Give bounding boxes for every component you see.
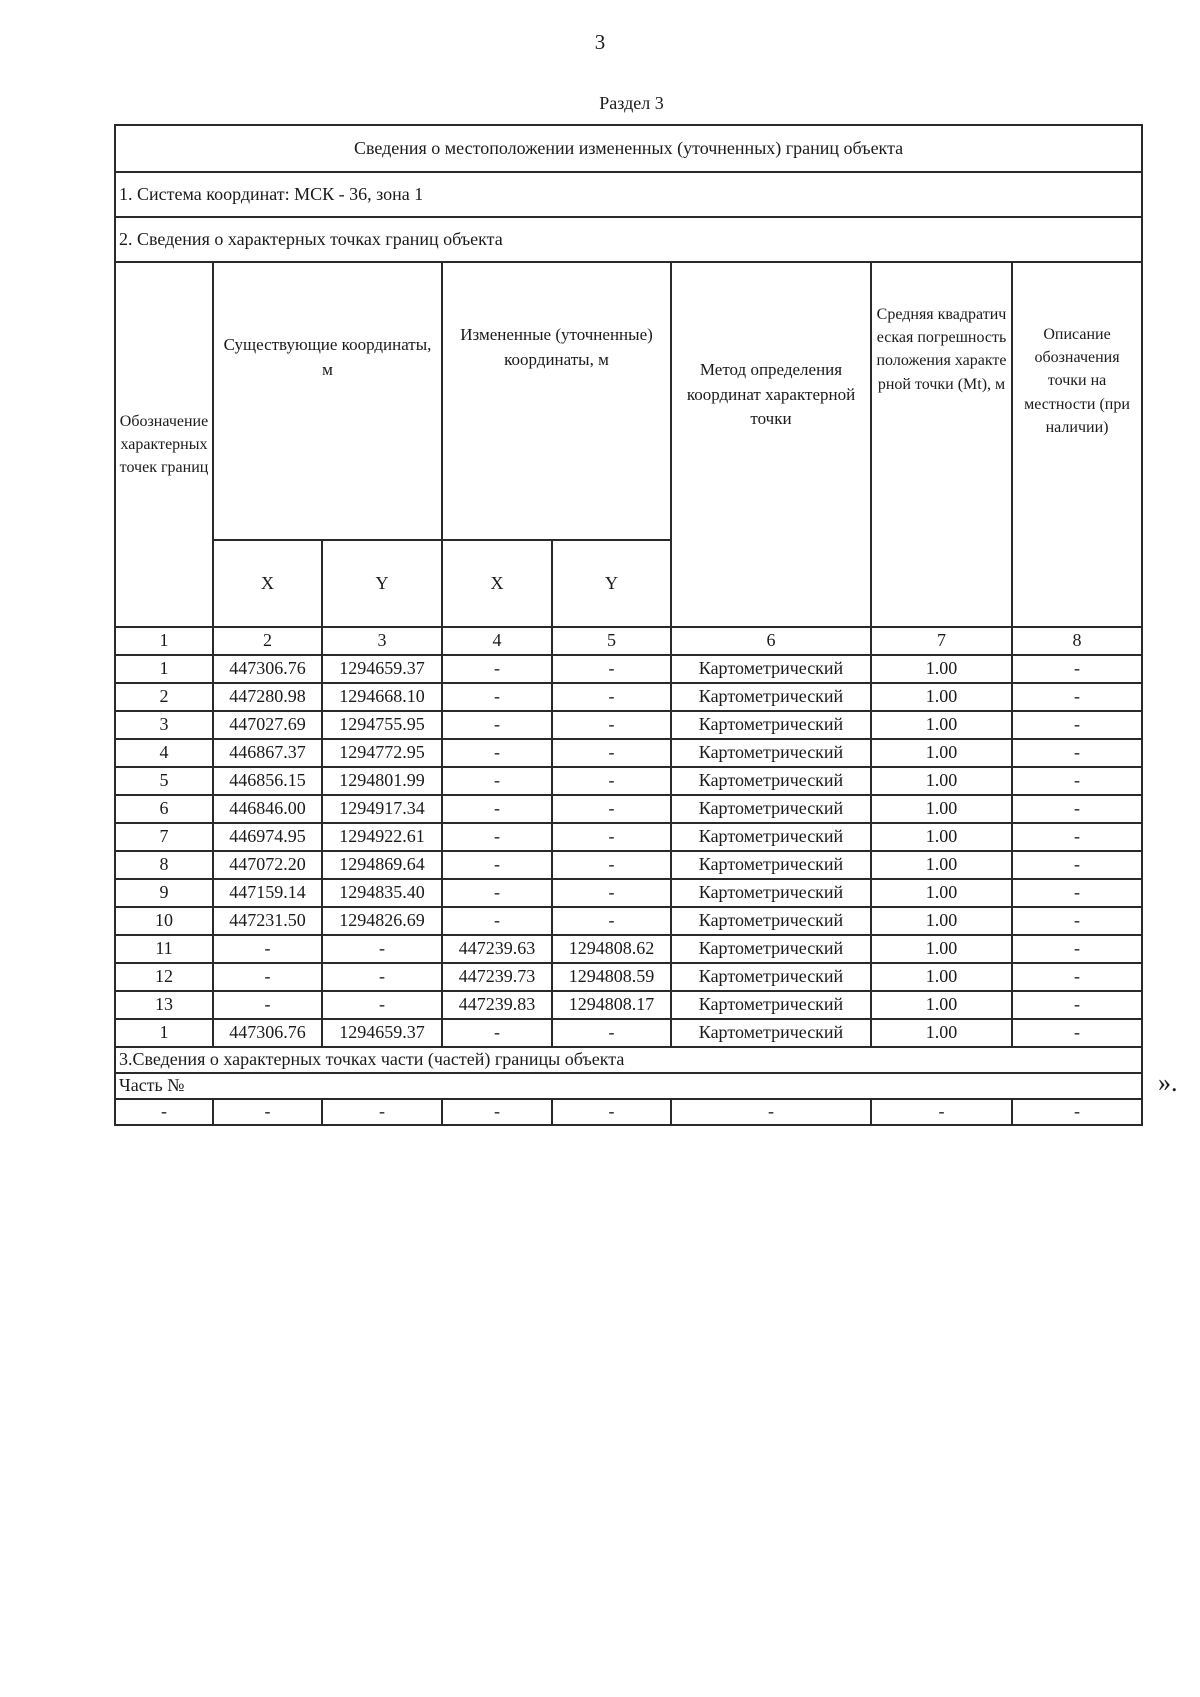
cell-method: Картометрический [671, 767, 871, 795]
cell-point-designation: 13 [115, 991, 213, 1019]
cell-point-designation: 3 [115, 711, 213, 739]
part-cell: - [213, 1099, 322, 1125]
cell-existing-x: - [213, 991, 322, 1019]
cell-mean-square-error: 1.00 [871, 991, 1012, 1019]
cell-changed-y: 1294808.62 [552, 935, 671, 963]
cell-changed-y: - [552, 851, 671, 879]
cell-existing-y: 1294917.34 [322, 795, 442, 823]
cell-changed-x: - [442, 1019, 552, 1047]
cell-changed-y: - [552, 767, 671, 795]
cell-method: Картометрический [671, 935, 871, 963]
cell-existing-x: 446974.95 [213, 823, 322, 851]
part-row [115, 1099, 1142, 1125]
header-changed-coordinates: Измененные (уточненные) координаты, м [442, 262, 671, 540]
cell-changed-x: - [442, 711, 552, 739]
column-number: 3 [322, 627, 442, 655]
cell-method: Картометрический [671, 795, 871, 823]
cell-method: Картометрический [671, 851, 871, 879]
part-cell: - [1012, 1099, 1142, 1125]
cell-existing-x: 447159.14 [213, 879, 322, 907]
cell-changed-y: - [552, 907, 671, 935]
cell-changed-x: 447239.63 [442, 935, 552, 963]
cell-point-designation: 5 [115, 767, 213, 795]
cell-point-designation: 8 [115, 851, 213, 879]
table-row [115, 907, 1142, 935]
cell-point-designation: 1 [115, 655, 213, 683]
cell-existing-y: 1294755.95 [322, 711, 442, 739]
cell-changed-x: - [442, 795, 552, 823]
table-row [115, 823, 1142, 851]
column-number: 4 [442, 627, 552, 655]
section-label: Раздел 3 [599, 93, 664, 113]
cell-existing-x: - [213, 935, 322, 963]
column-number: 5 [552, 627, 671, 655]
cell-existing-x: 447306.76 [213, 1019, 322, 1047]
cell-method: Картометрический [671, 1019, 871, 1047]
cell-method: Картометрический [671, 655, 871, 683]
column-number: 7 [871, 627, 1012, 655]
cell-method: Картометрический [671, 823, 871, 851]
cell-existing-x: 446867.37 [213, 739, 322, 767]
cell-mean-square-error: 1.00 [871, 879, 1012, 907]
cell-method: Картометрический [671, 991, 871, 1019]
table-title: Сведения о местоположении измененных (уточненных) границ объекта [115, 125, 1142, 172]
coordinate-system: 1. Система координат: МСК - 36, зона 1 [115, 172, 1142, 217]
cell-existing-y: 1294835.40 [322, 879, 442, 907]
part-cell: - [115, 1099, 213, 1125]
cell-changed-y: - [552, 823, 671, 851]
cell-point-designation: 6 [115, 795, 213, 823]
cell-point-designation: 4 [115, 739, 213, 767]
cell-mean-square-error: 1.00 [871, 935, 1012, 963]
cell-existing-y: 1294922.61 [322, 823, 442, 851]
cell-method: Картометрический [671, 907, 871, 935]
part-cell: - [552, 1099, 671, 1125]
cell-method: Картометрический [671, 683, 871, 711]
cell-changed-x: - [442, 907, 552, 935]
header-description: Описание обозначения точки на местности (при наличии) [1012, 262, 1142, 627]
table-row [115, 655, 1142, 683]
cell-description: - [1012, 823, 1142, 851]
cell-changed-y: 1294808.59 [552, 963, 671, 991]
header-mean-square-error: Средняя квадратическая погрешность положения характерной точки (Mt), м [871, 262, 1012, 627]
cell-mean-square-error: 1.00 [871, 963, 1012, 991]
cell-point-designation: 7 [115, 823, 213, 851]
cell-description: - [1012, 711, 1142, 739]
column-number: 6 [671, 627, 871, 655]
cell-description: - [1012, 795, 1142, 823]
cell-method: Картометрический [671, 711, 871, 739]
table-row [115, 991, 1142, 1019]
header-existing-coordinates: Существующие координаты, м [213, 262, 442, 540]
cell-existing-y: 1294668.10 [322, 683, 442, 711]
cell-changed-y: - [552, 879, 671, 907]
cell-changed-y: - [552, 739, 671, 767]
cell-point-designation: 11 [115, 935, 213, 963]
part-number-label: Часть № [115, 1073, 1142, 1099]
cell-changed-x: 447239.73 [442, 963, 552, 991]
cell-mean-square-error: 1.00 [871, 907, 1012, 935]
cell-changed-y: - [552, 683, 671, 711]
cell-mean-square-error: 1.00 [871, 655, 1012, 683]
header-changed-x: X [442, 540, 552, 627]
table-row [115, 935, 1142, 963]
cell-existing-y: 1294772.95 [322, 739, 442, 767]
column-number: 2 [213, 627, 322, 655]
cell-existing-y: - [322, 991, 442, 1019]
cell-existing-y: 1294659.37 [322, 655, 442, 683]
column-number: 1 [115, 627, 213, 655]
header-changed-y: Y [552, 540, 671, 627]
cell-changed-x: - [442, 823, 552, 851]
header-existing-x: X [213, 540, 322, 627]
cell-description: - [1012, 879, 1142, 907]
part-cell: - [671, 1099, 871, 1125]
cell-changed-y: - [552, 711, 671, 739]
cell-description: - [1012, 991, 1142, 1019]
cell-existing-y: 1294869.64 [322, 851, 442, 879]
cell-changed-x: - [442, 655, 552, 683]
cell-point-designation: 12 [115, 963, 213, 991]
cell-description: - [1012, 935, 1142, 963]
cell-description: - [1012, 1019, 1142, 1047]
cell-mean-square-error: 1.00 [871, 795, 1012, 823]
table-row [115, 963, 1142, 991]
cell-description: - [1012, 851, 1142, 879]
header-existing-y: Y [322, 540, 442, 627]
cell-existing-y: - [322, 963, 442, 991]
cell-point-designation: 10 [115, 907, 213, 935]
cell-mean-square-error: 1.00 [871, 711, 1012, 739]
table-row [115, 795, 1142, 823]
cell-changed-y: - [552, 1019, 671, 1047]
cell-point-designation: 1 [115, 1019, 213, 1047]
column-number: 8 [1012, 627, 1142, 655]
cell-point-designation: 2 [115, 683, 213, 711]
table-row [115, 879, 1142, 907]
cell-existing-x: 447072.20 [213, 851, 322, 879]
closing-quote: ». [1158, 1068, 1178, 1097]
cell-changed-x: - [442, 739, 552, 767]
cell-mean-square-error: 1.00 [871, 823, 1012, 851]
cell-mean-square-error: 1.00 [871, 739, 1012, 767]
table-row [115, 1019, 1142, 1047]
cell-description: - [1012, 963, 1142, 991]
cell-existing-y: 1294659.37 [322, 1019, 442, 1047]
cell-description: - [1012, 683, 1142, 711]
table-row [115, 711, 1142, 739]
cell-method: Картометрический [671, 879, 871, 907]
cell-changed-x: - [442, 851, 552, 879]
part-cell: - [442, 1099, 552, 1125]
cell-method: Картометрический [671, 739, 871, 767]
cell-changed-x: - [442, 767, 552, 795]
cell-existing-y: - [322, 935, 442, 963]
cell-point-designation: 9 [115, 879, 213, 907]
part-cell: - [871, 1099, 1012, 1125]
cell-existing-y: 1294826.69 [322, 907, 442, 935]
header-method: Метод определения координат характерной точки [671, 262, 871, 627]
cell-existing-x: 447306.76 [213, 655, 322, 683]
header-designation: Обозначение характерных точек границ [115, 262, 213, 627]
cell-existing-y: 1294801.99 [322, 767, 442, 795]
cell-changed-y: 1294808.17 [552, 991, 671, 1019]
parts-section-header: 3.Сведения о характерных точках части (частей) границы объекта [115, 1047, 1142, 1073]
cell-method: Картометрический [671, 963, 871, 991]
cell-mean-square-error: 1.00 [871, 767, 1012, 795]
cell-description: - [1012, 739, 1142, 767]
table-row [115, 767, 1142, 795]
cell-existing-x: 446856.15 [213, 767, 322, 795]
cell-existing-x: 447280.98 [213, 683, 322, 711]
cell-existing-x: 446846.00 [213, 795, 322, 823]
cell-changed-y: - [552, 655, 671, 683]
page-number: 3 [594, 30, 606, 54]
cell-mean-square-error: 1.00 [871, 1019, 1012, 1047]
cell-existing-x: 447231.50 [213, 907, 322, 935]
cell-changed-y: - [552, 795, 671, 823]
part-cell: - [322, 1099, 442, 1125]
table-row [115, 851, 1142, 879]
cell-description: - [1012, 655, 1142, 683]
table-row [115, 739, 1142, 767]
points-section-header: 2. Сведения о характерных точках границ объекта [115, 217, 1142, 262]
cell-changed-x: - [442, 683, 552, 711]
cell-existing-x: - [213, 963, 322, 991]
boundary-points-table [114, 124, 1143, 1126]
cell-changed-x: 447239.83 [442, 991, 552, 1019]
table-row [115, 683, 1142, 711]
cell-mean-square-error: 1.00 [871, 683, 1012, 711]
cell-changed-x: - [442, 879, 552, 907]
cell-description: - [1012, 767, 1142, 795]
cell-mean-square-error: 1.00 [871, 851, 1012, 879]
cell-description: - [1012, 907, 1142, 935]
cell-existing-x: 447027.69 [213, 711, 322, 739]
